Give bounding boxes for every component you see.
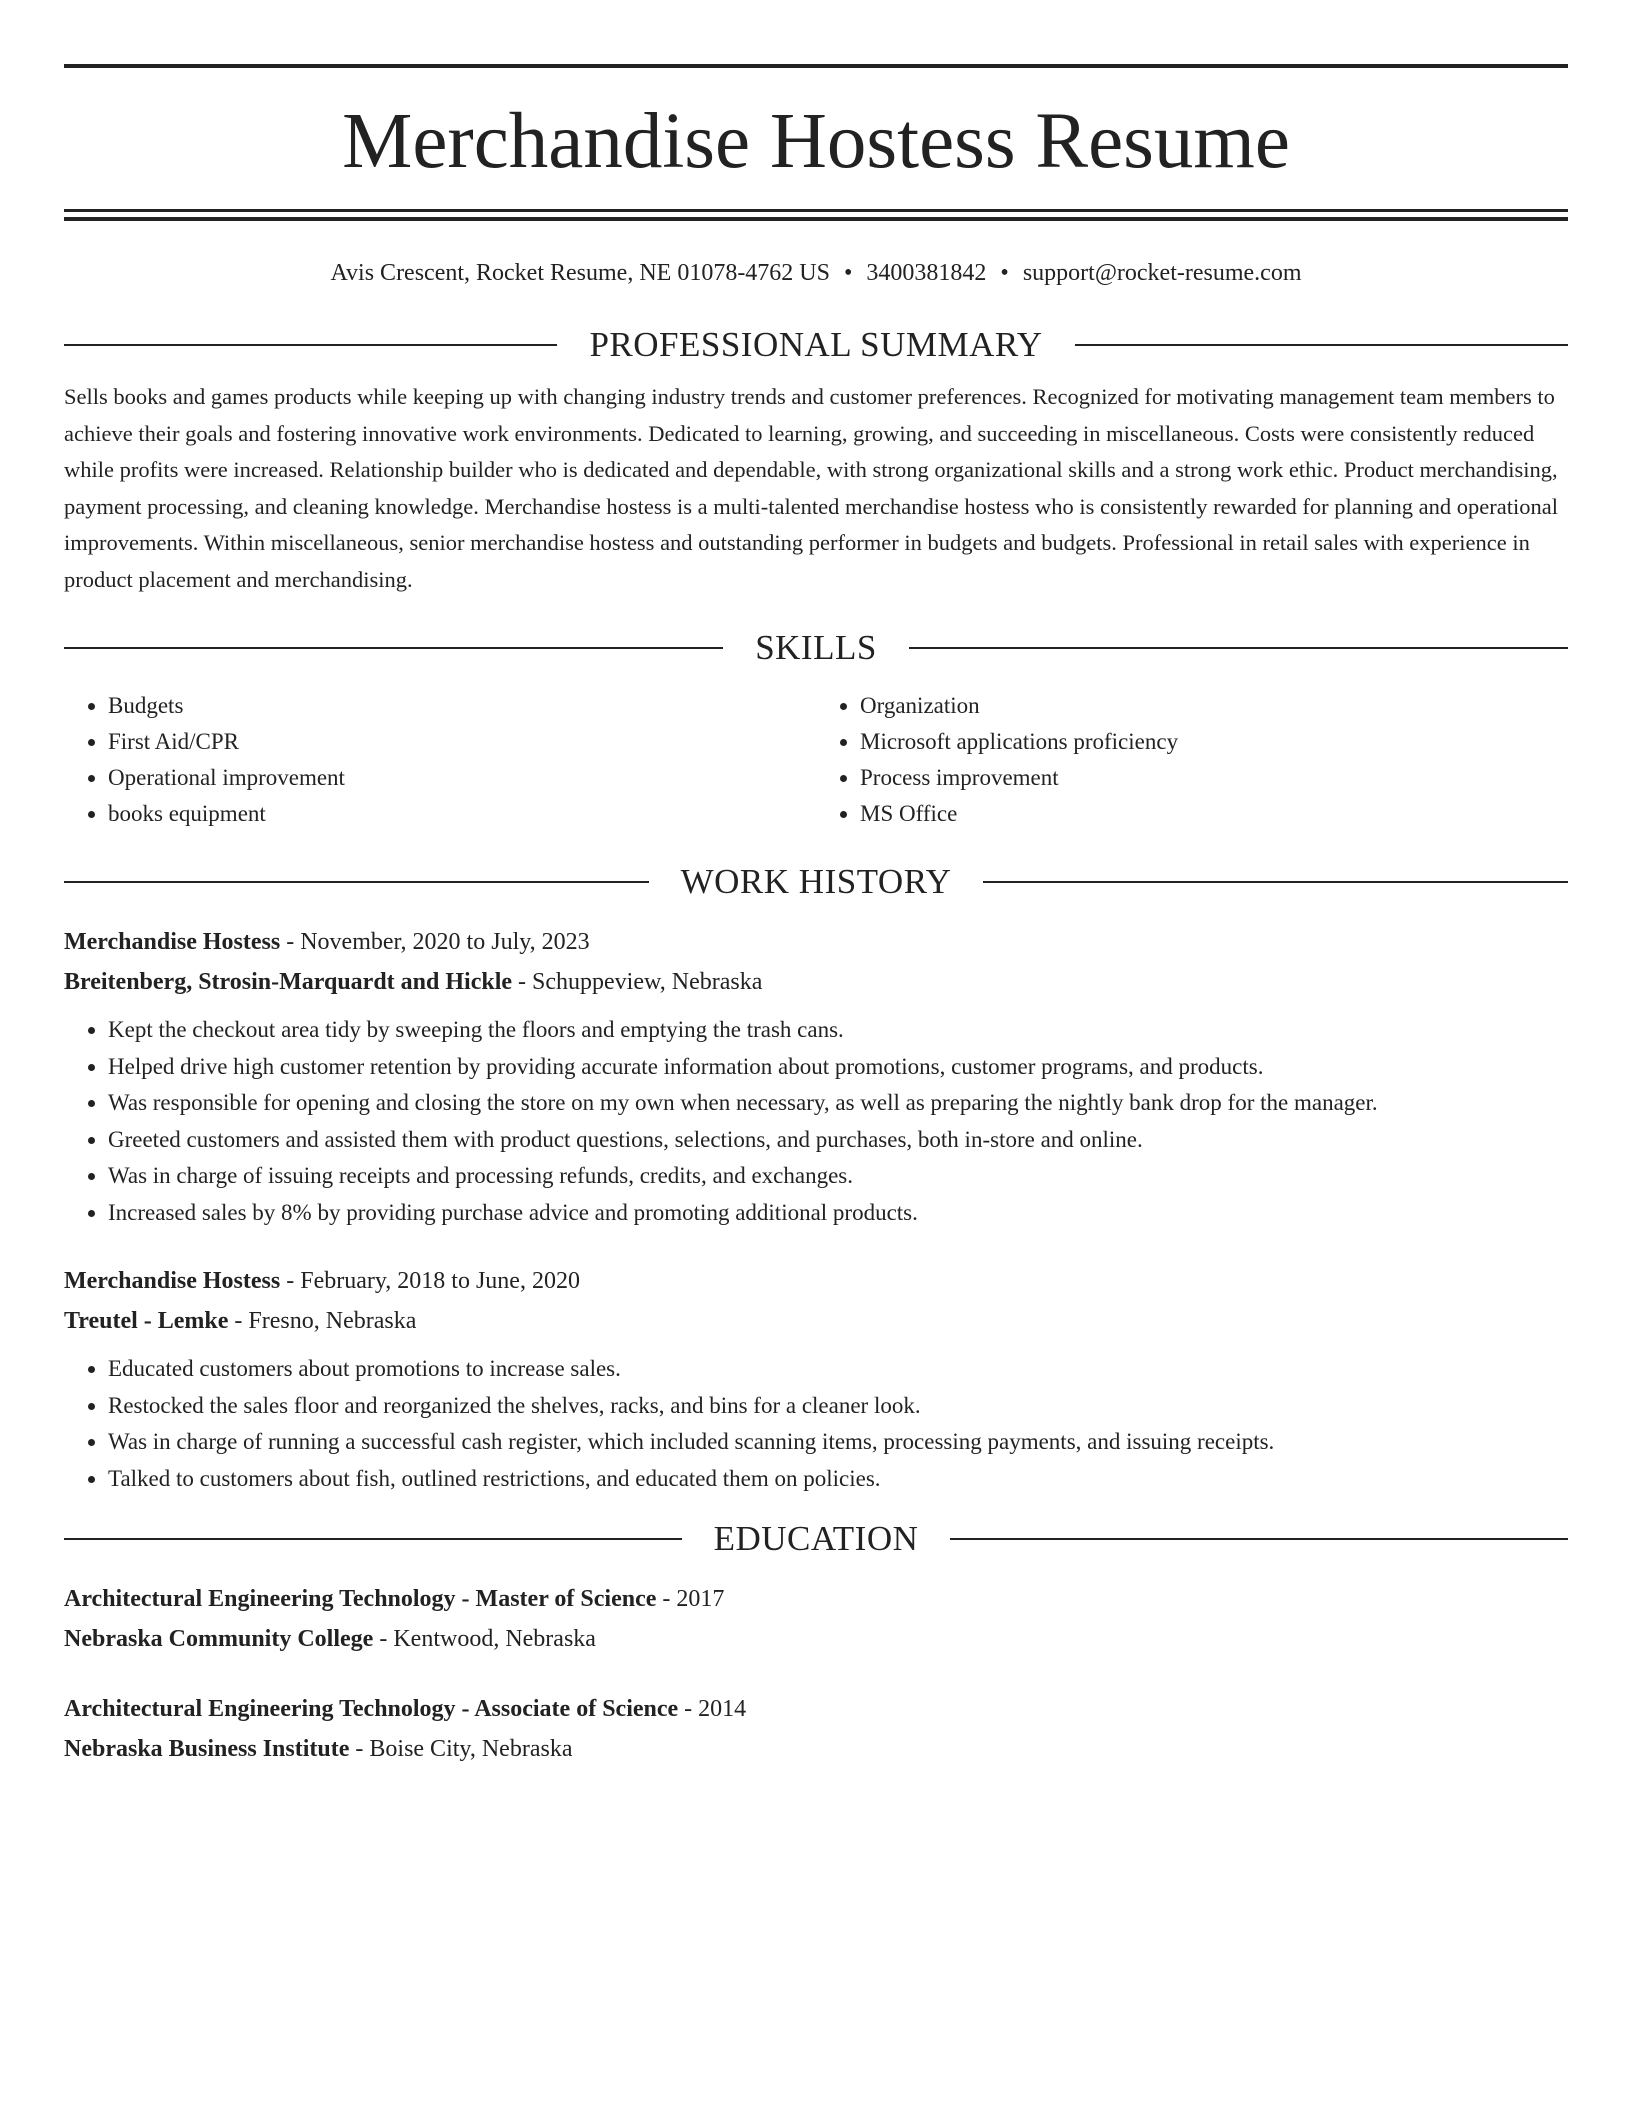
skill-item: • Process improvement — [860, 760, 1568, 796]
job-location: Schuppeview, Nebraska — [532, 969, 763, 995]
job-company: Breitenberg, Strosin-Marquardt and Hickle — [64, 969, 513, 995]
contact-email: support@rocket-resume.com — [1022, 260, 1302, 286]
skill-item: • Organization — [860, 688, 1568, 724]
job-bullet: • Was in charge of issuing receipts and processing refunds, credits, and exchanges. — [108, 1158, 1568, 1195]
job-bullet: • Increased sales by 8% by providing purchase advice and promoting additional products. — [108, 1195, 1568, 1232]
education-year: 2014 — [698, 1696, 747, 1722]
skill-item: • MS Office — [860, 796, 1568, 832]
education-entry — [64, 1579, 1568, 1659]
job-dates: February, 2018 to June, 2020 — [300, 1268, 580, 1294]
skill-item: • First Aid/CPR — [108, 724, 816, 760]
job-entry — [64, 1261, 1568, 1497]
job-dates: November, 2020 to July, 2023 — [300, 929, 590, 955]
education-degree-line: Architectural Engineering Technology - Master of Science - 2017 — [64, 1586, 725, 1612]
work-heading-label: WORK HISTORY — [680, 862, 952, 901]
heading-rule-right — [909, 647, 1568, 649]
job-location: Fresno, Nebraska — [248, 1308, 417, 1334]
job-title-line: Merchandise Hostess - November, 2020 to July, 2023 — [64, 929, 590, 955]
job-bullets — [64, 1012, 1568, 1231]
heading-rule-left — [64, 881, 649, 883]
contact-separator: • — [844, 260, 853, 286]
skill-item: • Microsoft applications proficiency — [860, 724, 1568, 760]
job-company: Treutel - Lemke — [64, 1308, 229, 1334]
job-title-line: Merchandise Hostess - February, 2018 to June, 2020 — [64, 1268, 580, 1294]
skills-heading-label: SKILLS — [755, 628, 877, 667]
job-company-line: Treutel - Lemke - Fresno, Nebraska — [64, 1308, 417, 1334]
skills-column-left — [64, 688, 816, 832]
heading-rule-left — [64, 647, 723, 649]
job-bullet: • Talked to customers about fish, outlined restrictions, and educated them on policies. — [108, 1461, 1568, 1498]
job-bullets — [64, 1351, 1568, 1497]
contact-phone: 3400381842 — [866, 260, 987, 286]
job-bullet: • Was in charge of running a successful cash register, which included scanning items, processing payments, and issuing receipts. — [108, 1424, 1568, 1461]
heading-rule-right — [983, 881, 1568, 883]
contact-address: Avis Crescent, Rocket Resume, NE 01078-4762 US — [330, 260, 830, 286]
job-title: Merchandise Hostess — [64, 929, 281, 955]
education-school: Nebraska Community College — [64, 1626, 374, 1652]
skill-item: • books equipment — [108, 796, 816, 832]
education-school-line: Nebraska Community College - Kentwood, Nebraska — [64, 1626, 596, 1652]
education-degree: Architectural Engineering Technology - Master of Science — [64, 1586, 657, 1612]
education-degree: Architectural Engineering Technology - Associate of Science — [64, 1696, 679, 1722]
heading-rule-left — [64, 344, 557, 346]
heading-rule-right — [950, 1538, 1568, 1540]
heading-rule-left — [64, 1538, 682, 1540]
contact-line — [64, 257, 1568, 289]
job-bullet: • Educated customers about promotions to increase sales. — [108, 1351, 1568, 1388]
resume-title: Merchandise Hostess Resume — [342, 98, 1290, 185]
job-bullet: • Helped drive high customer retention by providing accurate information about promotions, customer programs, and products. — [108, 1049, 1568, 1086]
education-heading — [64, 1519, 1568, 1559]
skill-item: • Operational improvement — [108, 760, 816, 796]
job-bullet: • Was responsible for opening and closing the store on my own when necessary, as well as preparing the nightly bank drop for the manager. — [108, 1085, 1568, 1122]
education-heading-label: EDUCATION — [713, 1519, 919, 1558]
summary-heading-label: PROFESSIONAL SUMMARY — [589, 325, 1043, 364]
top-rule — [64, 64, 1568, 68]
work-heading — [64, 862, 1568, 902]
education-year: 2017 — [676, 1586, 725, 1612]
job-bullet: • Restocked the sales floor and reorganized the shelves, racks, and bins for a cleaner look. — [108, 1388, 1568, 1425]
education-school-line: Nebraska Business Institute - Boise City, Nebraska — [64, 1736, 573, 1762]
summary-text: Sells books and games products while keeping up with changing industry trends and customer preferences. Recognized for motivating management team members to achieve their goals and fostering innovative work environments. Dedicated to learning, growing, and succeeding in miscellaneous. Costs were consistently reduced while profits were increased. Relationship builder who is dedicated and dependable, with strong organizational skills and a strong work ethic. Product merchandising, payment processing, and cleaning knowledge. Merchandise hostess is a multi-talented merchandise hostess who is consistently rewarded for planning and operational improvements. Within miscellaneous, senior merchandise hostess and outstanding performer in budgets and budgets. Professional in retail sales with experience in product placement and merchandising. — [64, 384, 1558, 592]
job-title: Merchandise Hostess — [64, 1268, 281, 1294]
job-entry — [64, 922, 1568, 1231]
skill-item: • Budgets — [108, 688, 816, 724]
skills-heading — [64, 628, 1568, 668]
skills-column-right — [816, 688, 1568, 832]
education-location: Boise City, Nebraska — [369, 1736, 573, 1762]
education-location: Kentwood, Nebraska — [393, 1626, 596, 1652]
skills-list — [64, 688, 1568, 832]
job-company-line: Breitenberg, Strosin-Marquardt and Hickle - Schuppeview, Nebraska — [64, 969, 763, 995]
job-bullet: • Kept the checkout area tidy by sweeping the floors and emptying the trash cans. — [108, 1012, 1568, 1049]
contact-separator: • — [1000, 260, 1009, 286]
summary-heading — [64, 325, 1568, 365]
heading-rule-right — [1075, 344, 1568, 346]
education-degree-line: Architectural Engineering Technology - Associate of Science - 2014 — [64, 1696, 747, 1722]
education-entry — [64, 1689, 1568, 1769]
job-bullet: • Greeted customers and assisted them with product questions, selections, and purchases, both in-store and online. — [108, 1122, 1568, 1159]
title-double-rule — [64, 209, 1568, 221]
education-school: Nebraska Business Institute — [64, 1736, 350, 1762]
